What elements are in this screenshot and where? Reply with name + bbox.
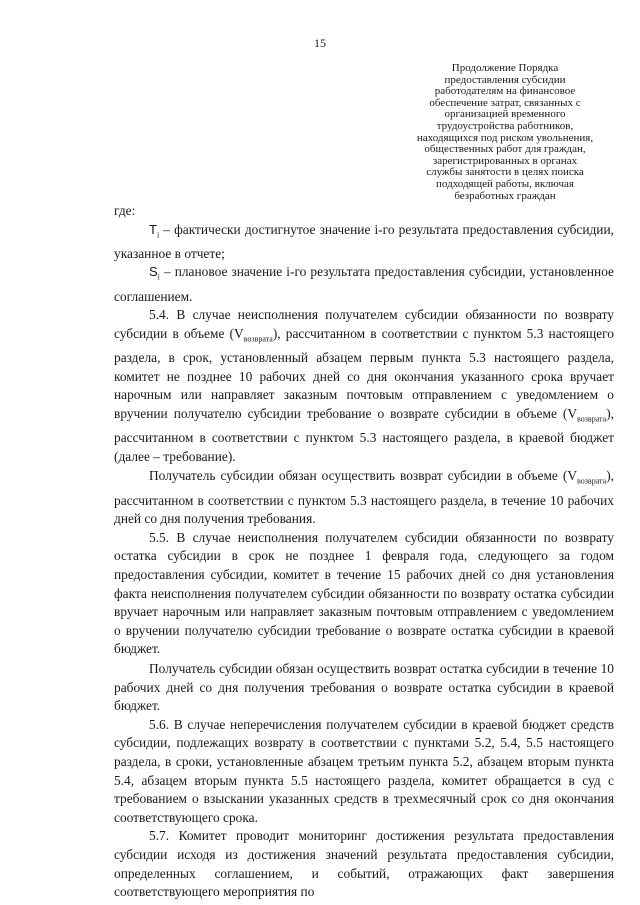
header-line: подходящей работы, включая <box>436 177 574 190</box>
clause-text: В случае неперечисления получателем субсидии в краевой бюджет средств субсидии, подлежащих возврату в соответствии с пунктами 5.2, 5.4, 5.5 настоящего раздела, в сроки, установленные абзацем третьим пункта 5.2, абзацем вторым пункта 5.4, абзацем вторым пункта 5.5 настоящего раздела, комитет обращается в суд с требованием о взыскании указанных средств в трехмесячный срок со дня окончания соответствующего срока. <box>114 716 614 825</box>
si-subscript: i <box>157 273 160 283</box>
clause-text: В случае неисполнения получателем субсидии обязанности по возврату субсидии в объеме (V <box>114 307 614 341</box>
clause-5-7 <box>114 827 614 901</box>
ti-subscript: i <box>156 230 160 240</box>
header-line: Продолжение Порядка <box>451 62 559 74</box>
ti-symbol: T <box>149 221 157 237</box>
clause-5-5 <box>114 529 614 659</box>
header-block <box>390 63 620 202</box>
header-line: организацией временного <box>444 108 566 121</box>
definition-ti <box>114 221 614 264</box>
clause-text: Получатель субсидии обязан осуществить возврат остатка субсидии в течение 10 рабочих дней со дня получения требования о возврате остатка субсидии в краевой бюджет. <box>114 661 614 714</box>
header-line: трудоустройства работников, <box>436 119 574 132</box>
ti-definition: – фактически достигнутое значение i-го результата предоставления субсидии, указанное в отчете; <box>114 221 614 261</box>
clause-text: Комитет проводит мониторинг достижения результата предоставления субсидии исходя из достижения значений результата предоставления субсидии, определенных соглашением, и событий, отражающих факт завершения соответствующего мероприятия по <box>114 828 614 900</box>
clause-5-4-para-2 <box>114 467 614 528</box>
clause-number: 5.4. <box>149 307 170 323</box>
clause-number: 5.7. <box>149 828 170 844</box>
clause-number: 5.6. <box>149 716 170 732</box>
document-body <box>114 202 614 902</box>
clause-text: ), рассчитанном в соответствии с пунктом 5.3 настоящего раздела, в краевой бюджет (далее – требование). <box>114 405 614 464</box>
clause-text: Получатель субсидии обязан осуществить возврат субсидии в объеме (V <box>149 468 578 484</box>
clause-5-4 <box>114 306 614 466</box>
clause-text: В случае неисполнения получателем субсидии обязанности по возврату остатка субсидии в срок не позднее 1 февраля года, следующего за годом предоставления субсидии, комитет в течение 15 рабочих дней со дня установления факта неисполнения получателем субсидии обязанности по возврату остатка субсидии вручает нарочным или направляет заказным почтовым отправлением с уведомлением о вручении получателю субсидии требование о возврате остатка субсидии в краевой бюджет. <box>114 529 614 657</box>
clause-number: 5.5. <box>149 529 170 545</box>
v-subscript: возврата <box>577 477 607 487</box>
where-label <box>114 202 614 221</box>
header-line: общественных работ для граждан, <box>424 143 586 156</box>
si-symbol: S <box>149 264 158 280</box>
header-line: зарегистрированных в органах <box>432 154 578 167</box>
header-line: службы занятости в целях поиска <box>426 166 584 179</box>
header-line: предоставления субсидии <box>444 73 566 86</box>
header-line: обеспечение затрат, связанных с <box>429 96 581 109</box>
definition-si <box>114 263 614 306</box>
clause-5-6 <box>114 716 614 828</box>
page-number: 15 <box>314 36 326 50</box>
header-line: работодателям на финансовое <box>434 85 576 98</box>
v-subscript: возврата <box>577 414 607 424</box>
si-definition: – плановое значение i-го результата предоставления субсидии, установленное соглашением. <box>114 264 614 304</box>
header-line: находящихся под риском увольнения, <box>416 131 594 144</box>
v-subscript: возврата <box>243 334 273 344</box>
clause-text: ), рассчитанном в соответствии с пунктом 5.3 настоящего раздела, в срок, установленный абзацем первым пункта 5.3 настоящего раздела, комитет не позднее 10 рабочих дней со дня окончания указанного срока вручает нарочным или направляет заказным почтовым отправлением с уведомлением о вручении получателю субсидии требование о возврате субсидии в объеме (V <box>114 325 614 421</box>
where-text: где: <box>114 203 136 218</box>
clause-5-5-para-2 <box>114 660 614 716</box>
header-line: безработных граждан <box>454 189 556 202</box>
clause-text: ), рассчитанном в соответствии с пунктом 5.3 настоящего раздела, в течение 10 рабочих дней со дня получения требования. <box>114 468 614 527</box>
